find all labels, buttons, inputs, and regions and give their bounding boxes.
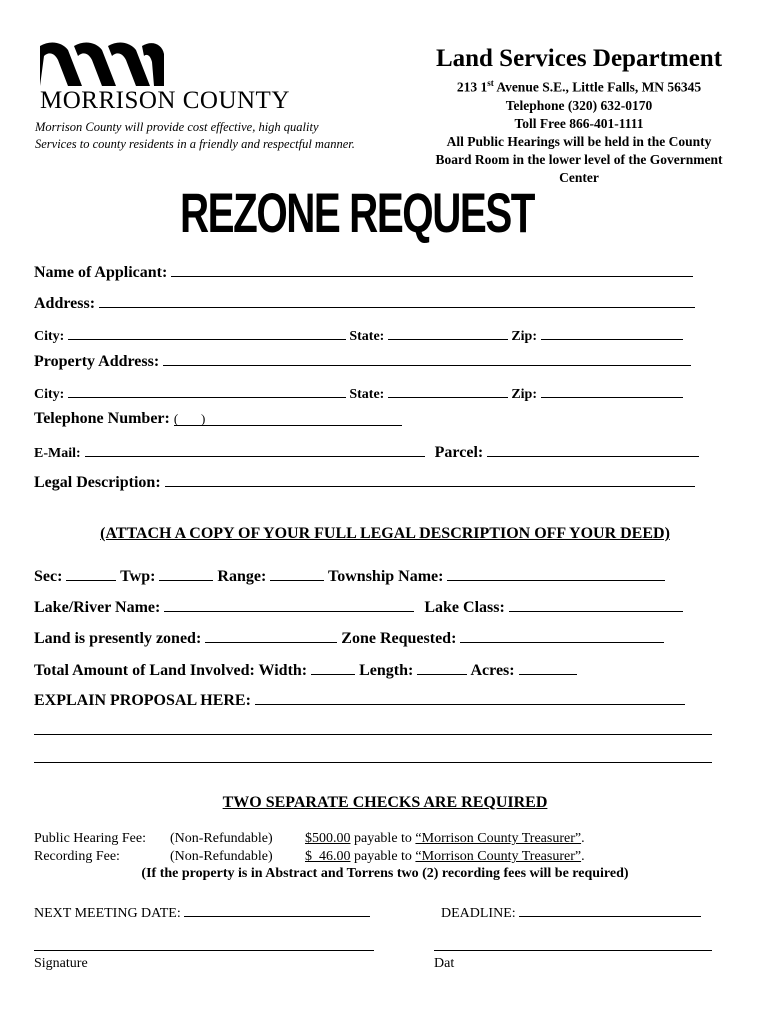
- property-state-field[interactable]: [388, 383, 508, 398]
- zone-requested-label: Zone Requested:: [341, 630, 457, 647]
- deadline-label: DEADLINE:: [441, 906, 516, 921]
- telephone-field[interactable]: ( ): [174, 411, 402, 426]
- signature-label: Signature: [34, 956, 88, 971]
- department-toll-free: Toll Free 866-401-1111: [514, 115, 644, 131]
- mission-line-2: Services to county residents in a friendly and respectful manner.: [35, 137, 355, 151]
- property-zip-field[interactable]: [541, 383, 683, 398]
- parcel-field[interactable]: [487, 442, 699, 457]
- lake-class-field[interactable]: [509, 597, 683, 612]
- state-label: State:: [349, 329, 385, 344]
- property-city-label: City:: [34, 387, 65, 402]
- department-info: [420, 44, 738, 187]
- lake-river-field[interactable]: [164, 597, 414, 612]
- recording-fee-note: (If the property is in Abstract and Torrens two (2) recording fees will be required): [141, 866, 629, 881]
- deadline-field[interactable]: [519, 902, 701, 917]
- explain-proposal-line-3[interactable]: [34, 762, 712, 763]
- zip-field[interactable]: [541, 325, 683, 340]
- land-width-label: Total Amount of Land Involved: Width:: [34, 662, 308, 679]
- property-city-field[interactable]: [68, 383, 346, 398]
- zip-label: Zip:: [511, 329, 538, 344]
- legal-description-label: Legal Description:: [34, 474, 161, 491]
- county-logo-icon: [38, 40, 168, 88]
- address-row: [34, 293, 695, 313]
- land-involved-row: [34, 660, 577, 680]
- email-field[interactable]: [85, 442, 425, 457]
- hearings-line-2: Board Room in the lower level of the Government: [435, 151, 723, 167]
- attach-deed-note: (ATTACH A COPY OF YOUR FULL LEGAL DESCRIPTION OFF YOUR DEED): [100, 525, 670, 542]
- telephone-label: Telephone Number:: [34, 410, 170, 427]
- land-length-label: Length:: [359, 662, 414, 679]
- address-label: Address:: [34, 295, 96, 312]
- land-acres-field[interactable]: [519, 660, 577, 675]
- sec-twp-range-row: [34, 566, 665, 586]
- city-state-zip-row: [34, 325, 683, 345]
- land-length-field[interactable]: [417, 660, 467, 675]
- zoning-row: [34, 628, 664, 648]
- date-line[interactable]: [434, 950, 712, 951]
- property-address-label: Property Address:: [34, 353, 160, 370]
- sec-label: Sec:: [34, 568, 63, 585]
- department-address: 213 1st Avenue S.E., Little Falls, MN 56345: [456, 78, 702, 95]
- township-name-label: Township Name:: [328, 568, 444, 585]
- checks-required-heading: TWO SEPARATE CHECKS ARE REQUIRED: [222, 794, 548, 811]
- range-field[interactable]: [270, 566, 324, 581]
- parcel-label: Parcel:: [434, 444, 484, 461]
- applicant-name-field[interactable]: [171, 262, 693, 277]
- recording-fee-type: (Non-Refundable): [170, 849, 273, 864]
- property-zip-label: Zip:: [511, 387, 538, 402]
- email-parcel-row: [34, 442, 699, 462]
- explain-proposal-label: EXPLAIN PROPOSAL HERE:: [34, 692, 251, 709]
- date-label: Dat: [434, 956, 455, 971]
- lake-river-row: [34, 597, 683, 617]
- zone-requested-field[interactable]: [460, 628, 664, 643]
- recording-fee-amount-payee: $ 46.00 payable to “Morrison County Treasurer”.: [305, 849, 585, 864]
- property-address-field[interactable]: [163, 351, 691, 366]
- next-meeting-row: [34, 902, 370, 922]
- next-meeting-field[interactable]: [184, 902, 370, 917]
- legal-description-field[interactable]: [165, 472, 695, 487]
- hearing-fee-row: [34, 830, 585, 848]
- city-label: City:: [34, 329, 65, 344]
- mission-line-1: Morrison County will provide cost effective, high quality: [35, 120, 319, 134]
- property-address-row: [34, 351, 691, 371]
- recording-fee-label: Recording Fee:: [34, 849, 120, 864]
- sec-field[interactable]: [66, 566, 116, 581]
- address-field[interactable]: [99, 293, 695, 308]
- present-zone-label: Land is presently zoned:: [34, 630, 202, 647]
- property-city-state-zip-row: [34, 383, 683, 403]
- department-title: Land Services Department: [435, 45, 723, 72]
- present-zone-field[interactable]: [205, 628, 337, 643]
- applicant-name-label: Name of Applicant:: [34, 264, 168, 281]
- legal-description-row: [34, 472, 695, 492]
- county-name: MORRISON COUNTY: [40, 87, 290, 114]
- hearing-fee-type: (Non-Refundable): [170, 831, 273, 846]
- form-title: REZONE REQUEST: [180, 181, 534, 244]
- hearing-fee-label: Public Hearing Fee:: [34, 831, 146, 846]
- hearing-fee-amount-payee: $500.00 payable to “Morrison County Treasurer”.: [305, 831, 585, 846]
- recording-fee-row: [34, 848, 585, 866]
- state-field[interactable]: [388, 325, 508, 340]
- explain-proposal-field[interactable]: [255, 690, 685, 705]
- signature-line[interactable]: [34, 950, 374, 951]
- telephone-row: [34, 410, 402, 428]
- hearings-line-3: Center: [559, 169, 599, 185]
- range-label: Range:: [217, 568, 267, 585]
- twp-field[interactable]: [159, 566, 213, 581]
- department-telephone: Telephone (320) 632-0170: [505, 97, 653, 113]
- twp-label: Twp:: [120, 568, 156, 585]
- property-state-label: State:: [349, 387, 385, 402]
- city-field[interactable]: [68, 325, 346, 340]
- mission-statement: [35, 119, 355, 153]
- hearings-line-1: All Public Hearings will be held in the County: [446, 133, 712, 149]
- land-width-field[interactable]: [311, 660, 355, 675]
- next-meeting-label: NEXT MEETING DATE:: [34, 906, 181, 921]
- applicant-name-row: [34, 262, 693, 282]
- fee-table: [34, 830, 585, 866]
- lake-river-label: Lake/River Name:: [34, 599, 161, 616]
- explain-proposal-row: [34, 690, 685, 710]
- lake-class-label: Lake Class:: [424, 599, 505, 616]
- explain-proposal-line-2[interactable]: [34, 734, 712, 735]
- email-label: E-Mail:: [34, 446, 81, 461]
- land-acres-label: Acres:: [470, 662, 515, 679]
- deadline-row: [441, 902, 701, 922]
- township-name-field[interactable]: [447, 566, 665, 581]
